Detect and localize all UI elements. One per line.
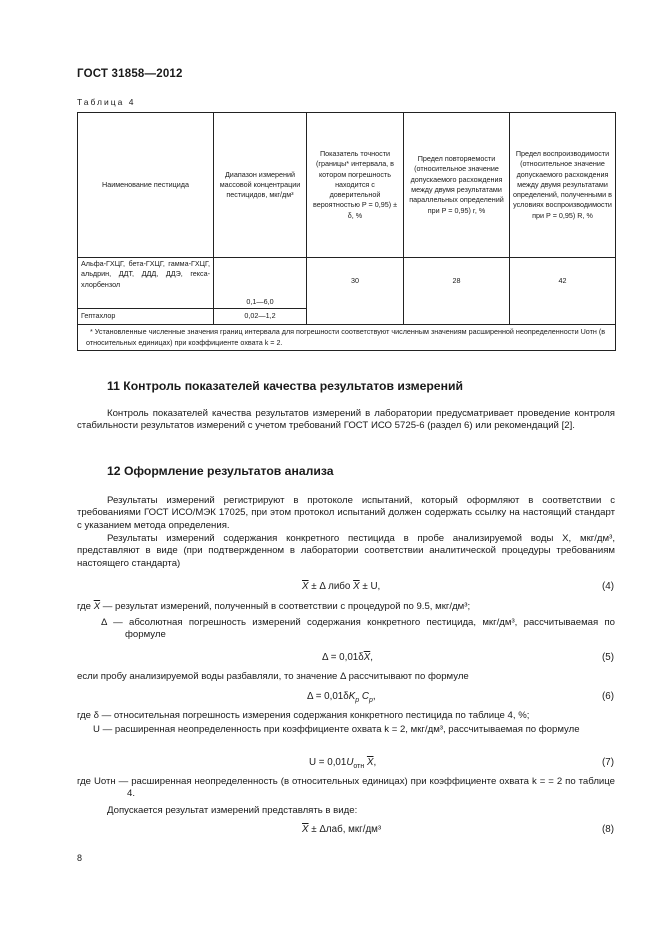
where-x-line: где $\overline{X}$ — результат измерений, полученный в соответствии с процедурой по 9.5, мкг/дм³; [77,601,471,612]
col-header-accuracy: Показатель точности (границы* интервала, в котором погрешность находится с доверительной вероятностью P = 0,95) ± δ, % [307,113,404,258]
col-header-pesticide: Наименование пестицида [78,113,214,258]
reproducibility-value: 42 [510,258,616,325]
page-number: 8 [77,853,83,863]
equation-5: $\Delta = 0,01\delta\overline{X}$, [322,652,373,663]
standard-header: ГОСТ 31858—2012 [77,68,183,80]
table-4 [77,112,616,351]
allowed-form-text: Допускается результат измерений представлять в виде: [107,805,358,816]
section-12-title: 12 Оформление результатов анализа [107,464,334,478]
equation-4: $\overline{X} \pm \Delta$ либо $\overline{X} \pm U$, [302,581,381,592]
table-caption: Таблица 4 [77,97,136,107]
col-header-range: Диапазон измерений массовой концентрации пестицидов, мкг/дм³ [214,113,307,258]
section-11-title: 11 Контроль показателей качества результатов измерений [107,379,463,393]
table-row-range: 0,02—1,2 [214,309,307,325]
equation-7-number: (7) [602,757,614,768]
paragraph-protocol: Результаты измерений регистрируют в протоколе испытаний, который оформляют в соответствии с требованиями ГОСТ ИСО/МЭК 17025, при этом протокол испытаний должен содержать ссылку на настоящий стандарт с указанием метода определения. [77,495,615,531]
paragraph-results: Результаты измерений содержания конкретного пестицида в пробе анализируемой воды X, мкг/дм³, представляют в виде (при подтвержденном в лаборатории соответствии аналитической процедуры требованиям настоящего стандарта) [77,533,615,569]
where-u-definition: U — расширенная неопределенность при коэффициенте охвата k = 2, мкг/дм³, рассчитываемая по формуле [93,724,580,735]
col-header-repeatability: Предел повторяемости (относительное значение допускаемого расхождения между двумя результатами параллельных определений при P = 0,95) r, % [404,113,510,258]
table-row-range: 0,1—6,0 [214,258,307,309]
col-header-reproducibility: Предел воспроизводимости (относительное значение допускаемого расхождения между двумя результатами определений, полученными в условиях воспроизводимости при P = 0,95) R, % [510,113,616,258]
equation-7: $U = 0,01U_{отн}$ $\overline{X}$, [309,757,377,770]
table-footnote: * Установленные численные значения границ интервала для погрешности соответствуют численным значениям расширенной неопределенности Uотн (в относительных единицах) при коэффициенте охвата k = 2. [78,325,616,351]
equation-8: $\overline{X} \pm \Delta лаб$, мкг/дм³ [302,824,382,835]
dilution-text: если пробу анализируемой воды разбавляли, то значение Δ рассчитывают по формуле [77,671,469,682]
equation-6-number: (6) [602,691,614,702]
equation-8-number: (8) [602,824,614,835]
equation-6: $\Delta = 0,01\delta K_p$ $C_p$, [307,691,376,704]
equation-5-number: (5) [602,652,614,663]
table-row-pesticide: Гептахлор [78,309,214,325]
where-delta-definition: Δ — абсолютная погрешность измерений содержания конкретного пестицида, мкг/дм³, рассчитываемая по формуле [101,617,615,641]
where-uotn-definition: где Uотн — расширенная неопределенность (в относительных единицах) при коэффициенте охвата k = = 2 по таблице 4. [77,776,615,800]
table-row-pesticide: Альфа-ГХЦГ, бета-ГХЦГ, гамма-ГХЦГ, альдрин, ДДТ, ДДД, ДДЭ, гекса-хлорбензол [78,258,214,309]
where-delta-relative: где δ — относительная погрешность измерения содержания конкретного пестицида по таблице 4, %; [77,710,530,721]
section-11-text: Контроль показателей качества результатов измерений в лаборатории предусматривает проведение контроля стабильности результатов измерений с учетом требований ГОСТ ИСО 5725-6 (раздел 6) или рекомендаций [2]. [77,408,615,432]
repeatability-value: 28 [404,258,510,325]
equation-4-number: (4) [602,581,614,592]
accuracy-value: 30 [307,258,404,325]
